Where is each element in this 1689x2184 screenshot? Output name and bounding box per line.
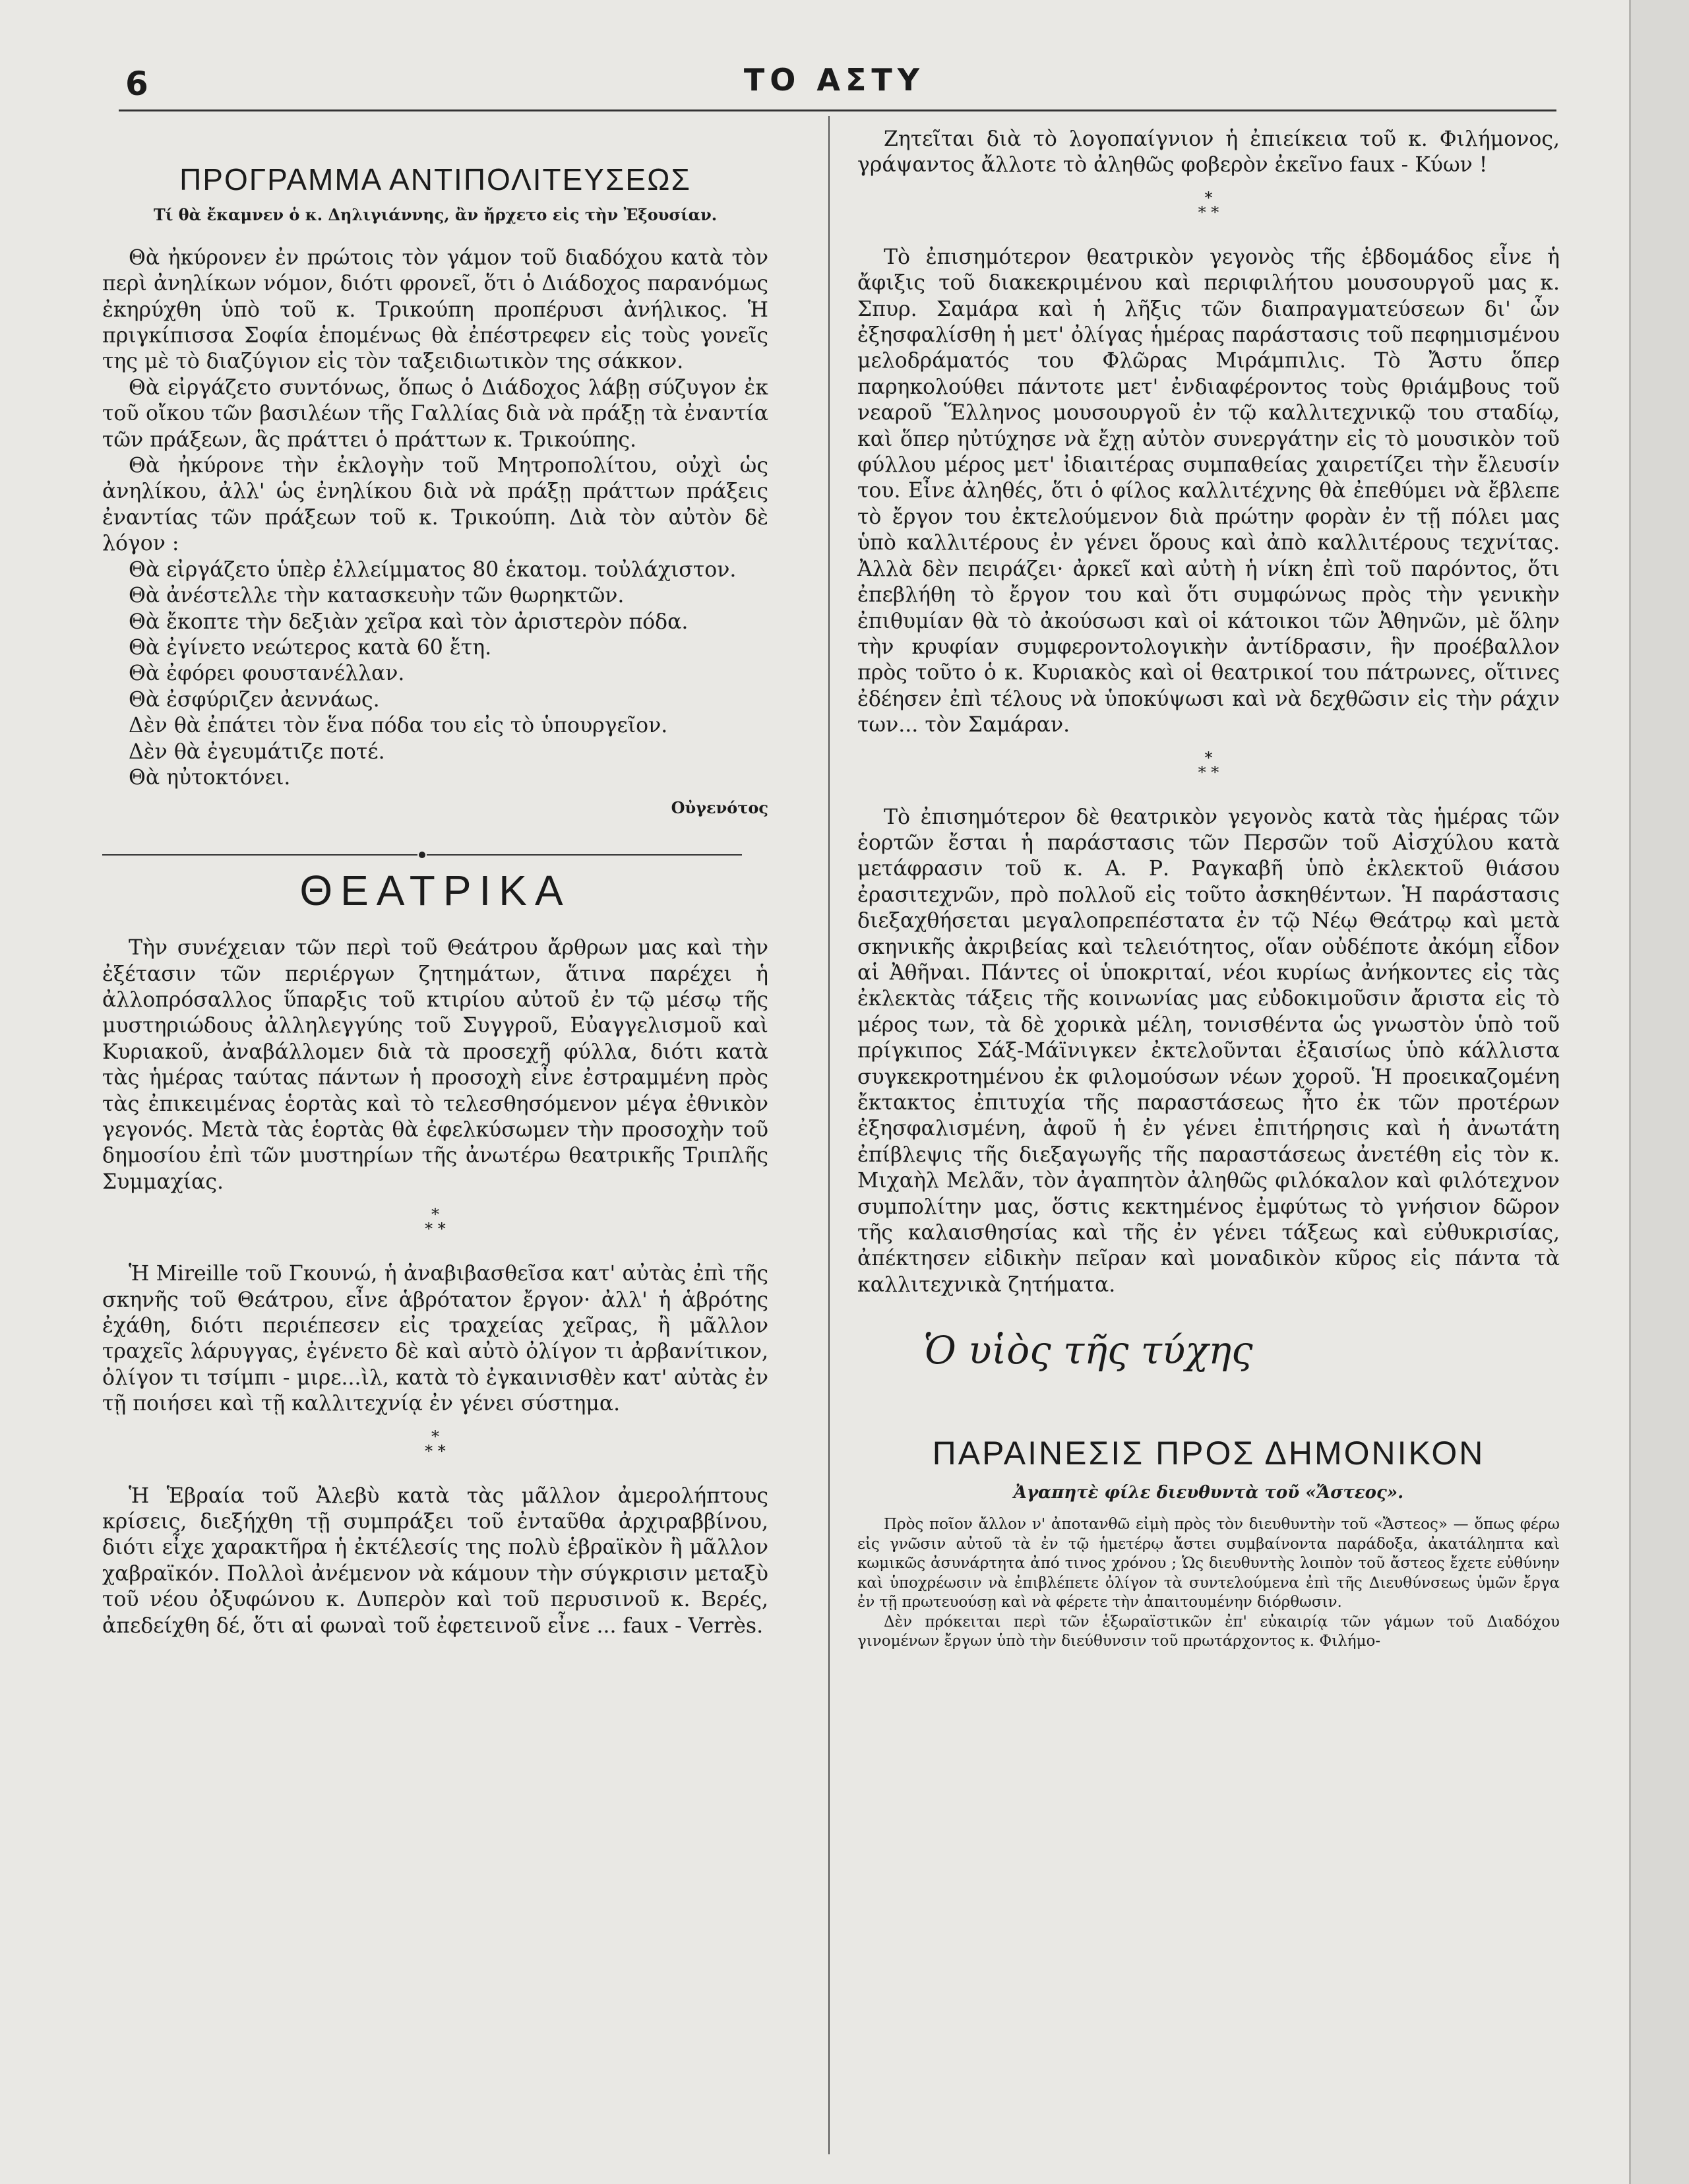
program-title: ΠΡΟΓΡΑΜΜΑ ΑΝΤΙΠΟΛΙΤΕΥΣΕΩΣ [179,162,691,197]
right-column [857,127,1560,1652]
theatrika-paragraph: Ἡ Ἑβραία τοῦ Ἀλεβὺ κατὰ τὰς μᾶλλον ἀμερολήπτους κρίσεις, διεξήχθη τῇ συμπράξει τοῦ ἐνταῦθα ἀρχιραββίνου, διότι εἶχε χαρακτῆρα ἡ ἐκτέλεσίς της πολὺ ἑβραϊκὸν ἢ μᾶλλον χαβραϊκόν. Πολλοὶ ἀνέμενον νὰ κάμουν τὴν σύγκρισιν μεταξὺ τοῦ νέου ὀξυφώνου κ. Δυπερὸν καὶ τοῦ περυσινοῦ κ. Βερές, ἀπεδείχθη δέ, ὅτι αἱ φωναὶ τοῦ ἐφετεινοῦ εἶνε ... faux - Verrès. [102,1483,768,1638]
theatre-paragraph: Τὸ ἐπισημότερον θεατρικὸν γεγονὸς τῆς ἑβδομάδος εἶνε ἡ ἄφιξις τοῦ διακεκριμένου καὶ περιφιλήτου μουσουργοῦ μας κ. Σπυρ. Σαμάρα καὶ ἡ λῆξις τῶν διαπραγματεύσεων δι' ὧν ἐξησφαλίσθη ἡ μετ' ὀλίγας ἡμέρας παράστασις τοῦ πεφημισμένου μελοδράματός του Φλῶρας Μιράμπιλις. Τὸ Ἄστυ ὅπερ παρηκολούθει πάντοτε μετ' ἐνδιαφέροντος τοὺς θριάμβους τοῦ νεαροῦ Ἕλληνος μουσουργοῦ ἐν τῷ καλλιτεχνικῷ του σταδίῳ, καὶ ὅπερ ηὐτύχησε νὰ ἔχῃ αὐτὸν συνεργάτην εἰς τὸ μουσικὸν τοῦ φύλλου μέρος μετ' ἰδιαιτέρας συμπαθείας χαιρετίζει τὴν ἔλευσίν του. Εἶνε ἀληθές, ὅτι ὁ φίλος καλλιτέχνης θὰ ἐπεθύμει νὰ ἔβλεπε τὸ ἔργον του ἐκτελούμενον διὰ πρώτην φορὰν ἐν τῇ πόλει μας ὑπὸ καλλιτέρους ἐν γένει ὅρους καὶ ἀπὸ καλλιτέρους τεχνίτας. Ἀλλὰ δὲν πειράζει· ἀρκεῖ καὶ αὐτὴ ἡ νίκη ἐπὶ τοῦ παρόντος, ὅτι ἐπεβλήθη τὸ ἔργον του καὶ ὅτι συμφώνως πρὸς τὴν γενικὴν ἐπιθυμίαν θὰ τὸ ἀκούσωσι καὶ οἱ κάτοικοι τῶν Ἀθηνῶν, μὲ ὅλην τὴν κρυφίαν συμφεροντολογικὴν ἀντίδρασιν, ἣν προέβαλλον πρὸς τοῦτο ὁ κ. Κυριακὸς καὶ οἱ θεατρικοί του πάτρωνες, οἵτινες ἐδέησεν ἐπὶ τέλους νὰ ὑποκύψωσι καὶ νὰ δεχθῶσιν εἰς τὴν ράχιν των... τὸν Σαμάραν. [857,245,1560,737]
program-paragraph: Θὰ ἠκύρονεν ἐν πρώτοις τὸν γάμον τοῦ διαδόχου κατὰ τὸν περὶ ἀνηλίκων νόμον, διότι φρονεῖ, ὅτι ὁ Διάδοχος παρανόμως ἐκηρύχθη ὑπὸ τοῦ κ. Τρικούπη προπέρυσι ἀνήλικος. Ἡ πριγκίπισσα Σοφία ἑπομένως θὰ ἐπέστρεφεν εἰς τοὺς γονεῖς της μὲ τὸ διαζύγιον εἰς τὸν ταξειδιωτικὸν της σάκκον. [102,245,768,374]
program-paragraph: Θὰ ἀνέστελλε τὴν κατασκευὴν τῶν θωρηκτῶν. [129,584,625,608]
program-subtitle: Τί θὰ ἔκαμνεν ὁ κ. Δηλιγιάννης, ἂν ἤρχετο εἰς τὴν Ἐξουσίαν. [153,205,718,225]
program-paragraph: Θὰ ἐγίνετο νεώτερος κατὰ 60 ἔτη. [129,635,492,660]
advice-paragraph: Δὲν πρόκειται περὶ τῶν ἑξωραϊστικῶν ἐπ' εὐκαιρίᾳ τῶν γάμων τοῦ Διαδόχου γινομένων ἔργων ὑπὸ τὴν διεύθυνσιν τοῦ πρωτάρχοντος κ. Φιλήμο- [857,1613,1560,1650]
asterism: * * * [425,1205,446,1239]
program-paragraph: Δὲν θὰ ἐγευμάτιζε ποτέ. [129,739,385,764]
page-header [119,57,1550,109]
asterism: * * * [1198,748,1219,782]
handwritten-signature: Ὁ υἱὸς τῆς τύχης [923,1328,1253,1373]
program-paragraph: Θὰ ἐφόρει φουστανέλλαν. [129,662,405,686]
program-paragraph: Θὰ ἔκοπτε τὴν δεξιὰν χεῖρα καὶ τὸν ἀριστερὸν πόδα. [129,609,689,634]
theatrika-paragraph: Ἡ Mireille τοῦ Γκουνώ, ἡ ἀναβιβασθεῖσα κατ' αὐτὰς ἐπὶ τῆς σκηνῆς τοῦ Θεάτρου, εἶνε ἁβρότατον ἔργον· ἀλλ' ἡ ἁβρότης ἐχάθη, διότι περιέπεσεν εἰς τραχείας χεῖρας, ἢ μᾶλλον τραχεῖς λάρυγγας, ἐγένετο δὲ καὶ αὐτὸ ὀλίγον τι ἀρβανίτικον, ὀλίγον τι τσίμπι - μιρε...ὶλ, κατὰ τὸ ἐγκαινισθὲν κατ' αὐτὰς ἐν τῇ ποιήσει καὶ τῇ καλλιτεχνίᾳ ἐν γένει σύστημα. [102,1262,768,1416]
page-number: 6 [125,65,148,103]
left-column [102,155,768,1639]
asterism: * * * [425,1427,446,1460]
theatre-paragraph: Τὸ ἐπισημότερον δὲ θεατρικὸν γεγονὸς κατὰ τὰς ἡμέρας τῶν ἑορτῶν ἔσται ἡ παράστασις τῶν Περσῶν τοῦ Αἰσχύλου κατὰ μετάφρασιν τοῦ κ. Α. Ρ. Ραγκαβῆ ὑπὸ ἐκλεκτοῦ θιάσου ἐρασιτεχνῶν, πρὸ πολλοῦ εἰς τοῦτο ἀσκηθέντων. Ἡ παράστασις διεξαχθήσεται μεγαλοπρεπέστατα ἐν τῷ Νέῳ Θεάτρῳ καὶ μετὰ σκηνικῆς ἀκριβείας καὶ τελειότητος, οἵαν οὐδέποτε ἀκόμη εἶδον αἱ Ἀθῆναι. Πάντες οἱ ὑποκριταί, νέοι κυρίως ἀνήκοντες εἰς τὰς ἐκλεκτὰς τάξεις τῆς κοινωνίας μας εὐδοκιμοῦσιν ἄριστα εἰς τὸ μέρος των, τὰ δὲ χορικὰ μέλη, τονισθέντα ὡς γνωστὸν ὑπὸ τοῦ πρίγκιπος Σάξ-Μάϊνιγκεν ἐκτελοῦνται ἐξαισίως ὑπὸ κάλλιστα συγκεκροτημένου ἐκ φιλομούσων νέων χοροῦ. Ἡ προεικαζομένη ἔκτακτος ἐπιτυχία τῆς παραστάσεως ἦτο ἐκ τῶν προτέρων ἐξησφαλισμένη, ἀφοῦ ἡ ἐν γένει ἐπιτήρησις καὶ ἡ ἀνωτάτη ἐπίβλεψις τῆς διεξαγωγῆς τῆς παραστάσεως ἀνετέθη εἰς τὸν κ. Μιχαὴλ Μελᾶν, τὸν ἀγαπητὸν ἀληθῶς φιλόκαλον καὶ φιλότεχνον συμπολίτην μας, ὅστις κεκτημένος ἐμφύτως τὸ γνήσιον δῶρον τῆς καλαισθησίας καὶ τῆς ἐν γένει τάξεως καὶ εὐθυκρισίας, ἀπέκτησεν εἰδικὴν πεῖραν καὶ μοναδικὸν κῦρος εἰς πάντα τὰ καλλιτεχνικὰ ζητήματα. [857,805,1560,1297]
theatrika-paragraph: Τὴν συνέχειαν τῶν περὶ τοῦ Θεάτρου ἄρθρων μας καὶ τὴν ἐξέτασιν τῶν περιέργων ζητημάτων, ἅτινα παρέχει ἡ ἀλλοπρόσαλλος ὕπαρξις τοῦ κτιρίου αὐτοῦ ἐν τῷ μέσῳ τῆς μυστηριώδους ἀλληλεγγύης τοῦ Συγγροῦ, Εὐαγγελισμοῦ καὶ Κυριακοῦ, ἀναβάλλομεν διὰ τὰ προσεχῆ φύλλα, διότι κατὰ τὰς ἡμέρας ταύτας πάντων ἡ προσοχὴ εἶνε ἐστραμμένη πρὸς τὰς ἐπικειμένας ἑορτὰς καὶ τὸ τελεσθησόμενον μέγα ἐθνικὸν γεγονός. Μετὰ τὰς ἑορτὰς θὰ ἐφελκύσωμεν τὴν προσοχὴν τοῦ δημοσίου ἐπὶ τῶν μυστηρίων τῆς ἀνωτέρω θεατρικῆς Τριπλῆς Συμμαχίας. [102,936,768,1194]
advice-salutation: Ἀγαπητὲ φίλε διευθυντὰ τοῦ «Ἄστεος». [1013,1482,1404,1503]
separator-dot [419,852,425,858]
theatre-paragraph: Ζητεῖται διὰ τὸ λογοπαίγνιον ἡ ἐπιείκεια τοῦ κ. Φιλήμονος, γράψαντος ἄλλοτε τὸ ἀληθῶς φοβερὸν ἐκεῖνο faux - Κύων ! [857,127,1560,177]
adjacent-page-edge [1629,0,1689,2184]
program-paragraph: Θὰ εἰργάζετο ὑπὲρ ἐλλείμματος 80 ἑκατομ. τοὐλάχιστον. [129,557,737,582]
advice-paragraph: Πρὸς ποῖον ἄλλον ν' ἀποτανθῶ εἰμὴ πρὸς τὸν διευθυντὴν τοῦ «Ἄστεος» — ὅπως φέρω εἰς γνῶσιν αὐτοῦ τὰ ἐν τῷ ἡμετέρῳ ἄστει συμβαίνοντα παράδοξα, ἀκατάληπτα καὶ κωμικῶς ἀσυνάρτητα ἀπό τινος χρόνου ; Ὡς διευθυντὴς λοιπὸν τοῦ ἄστεος ἔχετε εὐθύνην καὶ ὑποχρέωσιν νὰ ἐπιβλέπετε ὀλίγον τὰ συντελούμενα ἐπὶ τῆς Διευθύνσεως ὑμῶν ἔργα ἐν τῇ πρωτευούσῃ καὶ νὰ φέρετε τὴν ἀπαιτουμένην διόρθωσιν. [857,1516,1560,1611]
program-paragraph: Δὲν θὰ ἐπάτει τὸν ἕνα πόδα του εἰς τὸ ὑπουργεῖον. [129,714,668,738]
column-divider [828,116,830,2154]
program-paragraph: Θὰ ηὐτοκτόνει. [129,765,291,790]
asterism: * * * [1198,188,1219,222]
program-paragraph: Θὰ ἐσφύριζεν ἀεννάως. [129,687,380,712]
theatrika-title: ΘΕΑΤΡΙΚΑ [299,866,571,914]
masthead-title: ΤΟ ΑΣΤΥ [743,62,925,98]
program-paragraph: Θὰ εἰργάζετο συντόνως, ὅπως ὁ Διάδοχος λάβῃ σύζυγον ἐκ τοῦ οἴκου τῶν βασιλέων τῆς Γαλλίας διὰ νὰ πράξῃ τὰ ἐναντία τῶν πράξεων, ἃς πράττει ὁ πράττων κ. Τρικούπης. [102,375,768,452]
program-signoff: Οὐγενότος [671,798,768,818]
program-paragraph: Θὰ ἠκύρονε τὴν ἐκλογὴν τοῦ Μητροπολίτου, οὐχὶ ὡς ἀνηλίκου, ἀλλ' ὡς ἐνηλίκου διὰ νὰ πράξῃ πράττων πράξεις ἐναντίας τῶν πράξεων τοῦ κ. Τρικούπη. Διὰ τὸν αὐτὸν δὲ λόγον : [102,454,768,556]
section-separator [102,852,742,858]
header-rule [119,109,1556,111]
advice-title: ΠΑΡΑΙΝΕΣΙΣ ΠΡΟΣ ΔΗΜΟΝΙΚΟΝ [932,1435,1485,1472]
separator-line [427,854,742,856]
separator-line [102,854,417,856]
